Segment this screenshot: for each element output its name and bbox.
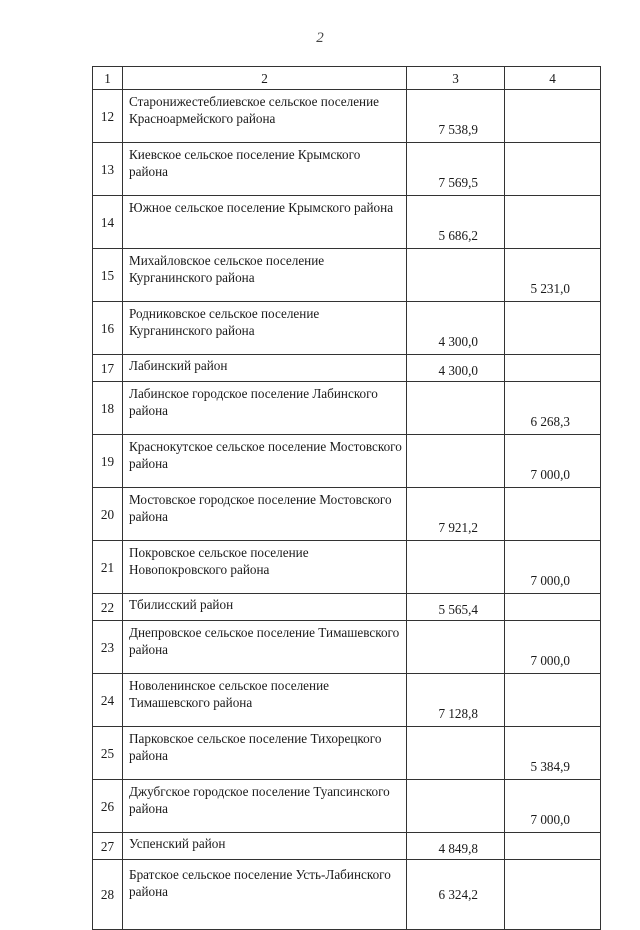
amount-col3: 5 686,2 (407, 196, 505, 249)
amount-col3: 4 300,0 (407, 355, 505, 382)
amount-col4 (505, 860, 601, 930)
amount-col4 (505, 488, 601, 541)
table-header-row (93, 67, 601, 90)
amount-col4 (505, 196, 601, 249)
municipality-name: Мостовское городское поселение Мостовского района (123, 488, 407, 541)
amount-col3: 6 324,2 (407, 860, 505, 930)
row-number: 19 (93, 435, 123, 488)
municipality-name: Михайловское сельское поселение Курганинского района (123, 249, 407, 302)
table-row (93, 541, 601, 594)
amount-col4 (505, 90, 601, 143)
municipality-name: Киевское сельское поселение Крымского района (123, 143, 407, 196)
amount-col4 (505, 594, 601, 621)
table-row (93, 382, 601, 435)
column-header-1: 1 (93, 67, 123, 90)
row-number: 25 (93, 727, 123, 780)
municipality-name: Краснокутское сельское поселение Мостовского района (123, 435, 407, 488)
table-row (93, 90, 601, 143)
municipality-name: Родниковское сельское поселение Курганинского района (123, 302, 407, 355)
table-row (93, 196, 601, 249)
row-number: 17 (93, 355, 123, 382)
municipality-name: Джубгское городское поселение Туапсинского района (123, 780, 407, 833)
municipality-name: Южное сельское поселение Крымского района (123, 196, 407, 249)
table-row (93, 727, 601, 780)
amount-col3 (407, 435, 505, 488)
amount-col4 (505, 143, 601, 196)
row-number: 28 (93, 860, 123, 930)
table-row (93, 355, 601, 382)
municipality-name: Тбилисский район (123, 594, 407, 621)
amount-col3 (407, 541, 505, 594)
amount-col3: 7 128,8 (407, 674, 505, 727)
amount-col4: 7 000,0 (505, 541, 601, 594)
row-number: 22 (93, 594, 123, 621)
row-number: 12 (93, 90, 123, 143)
municipality-name: Лабинское городское поселение Лабинского района (123, 382, 407, 435)
table-row (93, 860, 601, 930)
table-row (93, 594, 601, 621)
row-number: 14 (93, 196, 123, 249)
table-row (93, 674, 601, 727)
table-row (93, 435, 601, 488)
row-number: 26 (93, 780, 123, 833)
municipality-name: Новоленинское сельское поселение Тимашевского района (123, 674, 407, 727)
row-number: 15 (93, 249, 123, 302)
amount-col4: 7 000,0 (505, 621, 601, 674)
table-row (93, 833, 601, 860)
column-header-4: 4 (505, 67, 601, 90)
municipality-name: Лабинский район (123, 355, 407, 382)
amount-col4 (505, 302, 601, 355)
table-row (93, 488, 601, 541)
municipality-name: Покровское сельское поселение Новопокровского района (123, 541, 407, 594)
row-number: 16 (93, 302, 123, 355)
municipality-name: Братское сельское поселение Усть-Лабинского района (123, 860, 407, 930)
amount-col3: 7 569,5 (407, 143, 505, 196)
amount-col3: 5 565,4 (407, 594, 505, 621)
amount-col3: 4 300,0 (407, 302, 505, 355)
row-number: 23 (93, 621, 123, 674)
amount-col4 (505, 674, 601, 727)
amount-col4: 5 384,9 (505, 727, 601, 780)
table-row (93, 621, 601, 674)
amount-col4 (505, 833, 601, 860)
row-number: 20 (93, 488, 123, 541)
amount-col3: 4 849,8 (407, 833, 505, 860)
amount-col3: 7 921,2 (407, 488, 505, 541)
municipality-name: Старонижестеблиевское сельское поселение Красноармейского района (123, 90, 407, 143)
amount-col3: 7 538,9 (407, 90, 505, 143)
municipality-name: Успенский район (123, 833, 407, 860)
row-number: 18 (93, 382, 123, 435)
row-number: 27 (93, 833, 123, 860)
row-number: 13 (93, 143, 123, 196)
column-header-3: 3 (407, 67, 505, 90)
municipality-name: Парковское сельское поселение Тихорецкого района (123, 727, 407, 780)
municipality-name: Днепровское сельское поселение Тимашевского района (123, 621, 407, 674)
allocation-table (92, 66, 601, 930)
page-number: 2 (316, 30, 324, 46)
table-row (93, 143, 601, 196)
amount-col3 (407, 382, 505, 435)
amount-col3 (407, 249, 505, 302)
amount-col4: 5 231,0 (505, 249, 601, 302)
row-number: 21 (93, 541, 123, 594)
amount-col3 (407, 727, 505, 780)
amount-col3 (407, 780, 505, 833)
amount-col4: 6 268,3 (505, 382, 601, 435)
row-number: 24 (93, 674, 123, 727)
table-row (93, 302, 601, 355)
table-row (93, 249, 601, 302)
table-row (93, 780, 601, 833)
amount-col4: 7 000,0 (505, 435, 601, 488)
amount-col4 (505, 355, 601, 382)
amount-col4: 7 000,0 (505, 780, 601, 833)
column-header-2: 2 (123, 67, 407, 90)
amount-col3 (407, 621, 505, 674)
